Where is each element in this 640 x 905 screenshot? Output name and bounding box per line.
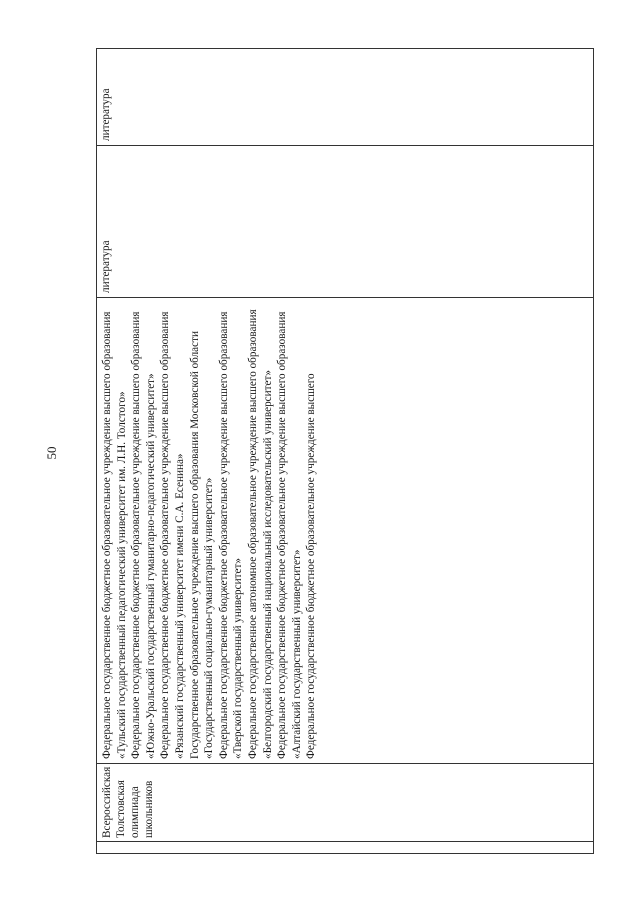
organizers-list	[97, 298, 319, 763]
page-number: 50	[44, 446, 59, 460]
organizer-item: Государственное образовательное учреждение высшего образования Московской области «Государственный социально-гуманитарный университет»	[188, 331, 216, 759]
organizer-item: Федеральное государственное бюджетное образовательное учреждение высшего образования «Тульский государственный педагогический университет им. Л.Н. Толстого»	[101, 311, 128, 759]
olympiad-name-cell	[97, 763, 593, 841]
profile-cell	[97, 145, 593, 297]
subject-text: литература	[100, 88, 112, 141]
organizer-item: Федеральное государственное бюджетное образовательное учреждение высшего образования «Алтайский государственный университет»	[276, 311, 303, 759]
organizer-item: Федеральное государственное автономное образовательное учреждение высшего образования «Белгородский государственный национальный исследовательский университет»	[246, 309, 274, 759]
organizer-item: Федеральное государственное бюджетное образовательное учреждение высшего образования «Южно-Уральский государственный гуманитарно-педагогический университет»	[130, 311, 157, 759]
organizer-item: Федеральное государственное бюджетное образовательное учреждение высшего	[305, 373, 318, 759]
subject-cell	[97, 0, 593, 145]
olympiad-name: Всероссийская Толстовская олимпиада школьников	[101, 766, 155, 838]
profile-text: литература	[100, 240, 112, 293]
olympiad-table	[96, 48, 594, 854]
details-cell	[97, 52, 593, 297]
organizer-item: Федеральное государственное бюджетное образовательное учреждение высшего образования «Тверской государственный университет»	[217, 311, 245, 759]
number-column	[97, 841, 593, 853]
organizers-cell	[97, 297, 593, 763]
organizer-item: Федеральное государственное бюджетное образовательное учреждение высшего образования «Рязанский государственный университет имени С.А. Есенина»	[159, 311, 186, 759]
